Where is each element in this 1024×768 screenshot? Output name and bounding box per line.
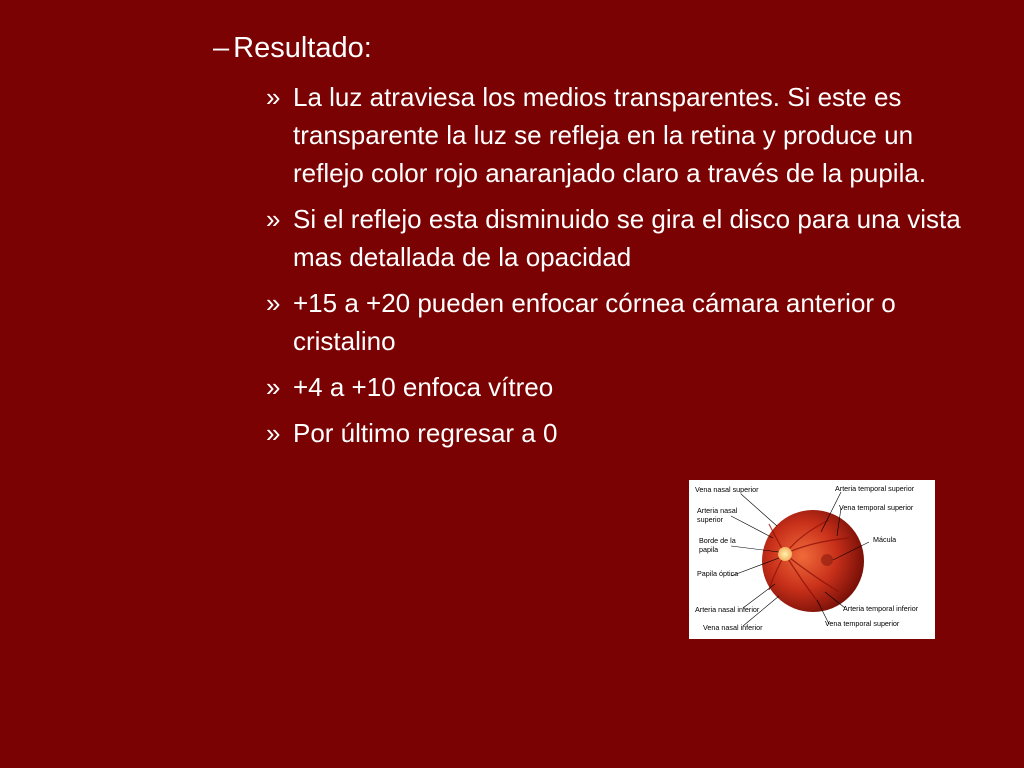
- macula-spot: [821, 554, 833, 566]
- bullet-list: [266, 78, 986, 460]
- bullet-text: Si el reflejo esta disminuido se gira el disco para una vista mas detallada de la opacidad: [293, 204, 961, 272]
- heading-text: Resultado:: [233, 32, 372, 64]
- fundus-diagram-svg: [689, 480, 935, 639]
- label-vena-temporal-superior: Vena temporal superior: [839, 503, 914, 512]
- bullet-text: La luz atraviesa los medios transparentes. Si este es transparente la luz se refleja en la retina y produce un reflejo color rojo anaranjado claro a través de la pupila.: [293, 82, 927, 188]
- heading-dash: –: [213, 32, 230, 64]
- label-borde-papila-2: papila: [699, 545, 719, 554]
- section-heading: [213, 30, 372, 66]
- label-vena-nasal-superior: Vena nasal superior: [695, 485, 759, 494]
- label-arteria-nasal-superior-2: superior: [697, 515, 723, 524]
- bullet-text: +15 a +20 pueden enfocar córnea cámara anterior o cristalino: [293, 288, 896, 356]
- bullet-text: Por último regresar a 0: [293, 418, 558, 448]
- label-arteria-temporal-inferior: Arteria temporal inferior: [843, 604, 919, 613]
- label-arteria-nasal-superior: Arteria nasal: [697, 506, 738, 515]
- bullet-mark: »: [266, 204, 281, 234]
- bullet-mark: »: [266, 288, 281, 318]
- list-item: [266, 200, 986, 276]
- optic-disc: [778, 547, 792, 561]
- retina-disc: [762, 510, 864, 612]
- label-arteria-nasal-inferior: Arteria nasal inferior: [695, 605, 760, 614]
- list-item: [266, 368, 986, 406]
- label-vena-temporal-inferior: Vena temporal superior: [825, 619, 900, 628]
- bullet-mark: »: [266, 418, 281, 448]
- fundus-diagram: [689, 480, 935, 639]
- list-item: [266, 414, 986, 452]
- label-papila-optica: Papila óptica: [697, 569, 739, 578]
- list-item: [266, 284, 986, 360]
- label-arteria-temporal-superior: Arteria temporal superior: [835, 484, 915, 493]
- label-borde-papila: Borde de la: [699, 536, 736, 545]
- label-vena-nasal-inferior: Vena nasal inferior: [703, 623, 763, 632]
- list-item: [266, 78, 986, 192]
- bullet-mark: »: [266, 82, 281, 112]
- bullet-mark: »: [266, 372, 281, 402]
- bullet-text: +4 a +10 enfoca vítreo: [293, 372, 554, 402]
- label-macula: Mácula: [873, 535, 897, 544]
